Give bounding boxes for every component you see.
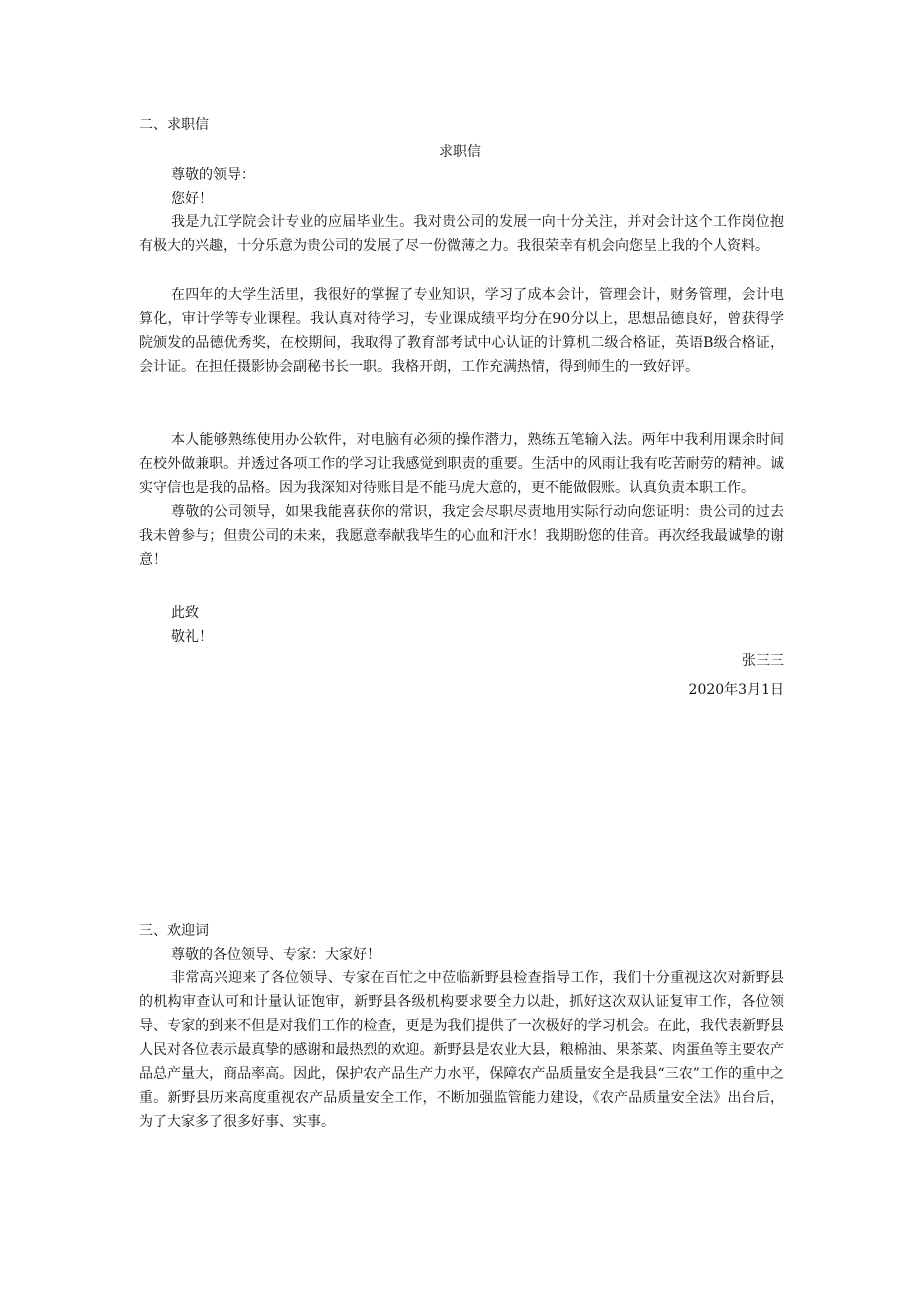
welcome-paragraph: 非常高兴迎来了各位领导、专家在百忙之中莅临新野县检查指导工作，我们十分重视这次对新野县的机构审查认可和计量认证饱审，新野县各级机构要求要全力以赴，抓好这次双认证复审工作，各位领导、专家的到来不但是对我们工作的检查，更是为我们提供了一次极好的学习机会。在此，我代表新野县人民对各位表示最真挚的感谢和最热烈的欢迎。新野县是农业大县，粮棉油、果茶菜、肉蛋鱼等主要农产品总产量大，商品率高。因此，保护农产品生产力水平，保障农产品质量安全是我县“三农”工作的重中之重。新野县历来高度重视农产品质量安全工作，不断加强监管能力建设，《农产品质量安全法》出台后，为了大家多了很多好事、实事。 (139, 970, 784, 1130)
letter-salutation: 尊敬的领导： (171, 167, 255, 183)
letter-paragraph-3: 本人能够熟练使用办公软件，对电脑有必须的操作潜力，熟练五笔输入法。两年中我利用课余时间在校外做兼职。并透过各项工作的学习让我感觉到职责的重要。生活中的风雨让我有吃苦耐劳的精神。诚实守信也是我的品格。因为我深知对待账目是不能马虎大意的，更不能做假账。认真负责本职工作。 (139, 432, 784, 496)
letter-paragraph-4: 尊敬的公司领导，如果我能喜获你的常识，我定会尽职尽责地用实际行动向您证明：贵公司的过去我未曾参与；但贵公司的未来，我愿意奉献我毕生的心血和汗水！我期盼您的佳音。再次经我最诚挚的谢意！ (139, 504, 784, 568)
letter-date: 2020年3月1日 (688, 682, 784, 698)
section-heading-cover-letter: 二、求职信 (139, 117, 209, 133)
welcome-salutation: 尊敬的各位领导、专家：大家好！ (171, 947, 381, 963)
letter-signature: 张三三 (742, 653, 784, 669)
letter-closing-2: 敬礼！ (171, 629, 213, 645)
letter-paragraph-1: 我是九江学院会计专业的应届毕业生。我对贵公司的发展一向十分关注，并对会计这个工作岗位抱有极大的兴趣，十分乐意为贵公司的发展了尽一份微薄之力。我很荣幸有机会向您呈上我的个人资料。 (139, 214, 784, 254)
letter-title: 求职信 (439, 144, 481, 160)
letter-closing-1: 此致 (171, 605, 199, 621)
section-heading-welcome-speech: 三、欢迎词 (139, 923, 209, 939)
letter-paragraph-2: 在四年的大学生活里，我很好的掌握了专业知识，学习了成本会计，管理会计，财务管理，会计电算化，审计学等专业课程。我认真对待学习，专业课成绩平均分在90分以上，思想品德良好，曾获得学院颁发的品德优秀奖，在校期间，我取得了教育部考试中心认证的计算机二级合格证，英语B级合格证，会计证。在担任摄影协会副秘书长一职。我格开朗，工作充满热情，得到师生的一致好评。 (139, 287, 784, 375)
letter-greeting: 您好！ (171, 191, 213, 207)
